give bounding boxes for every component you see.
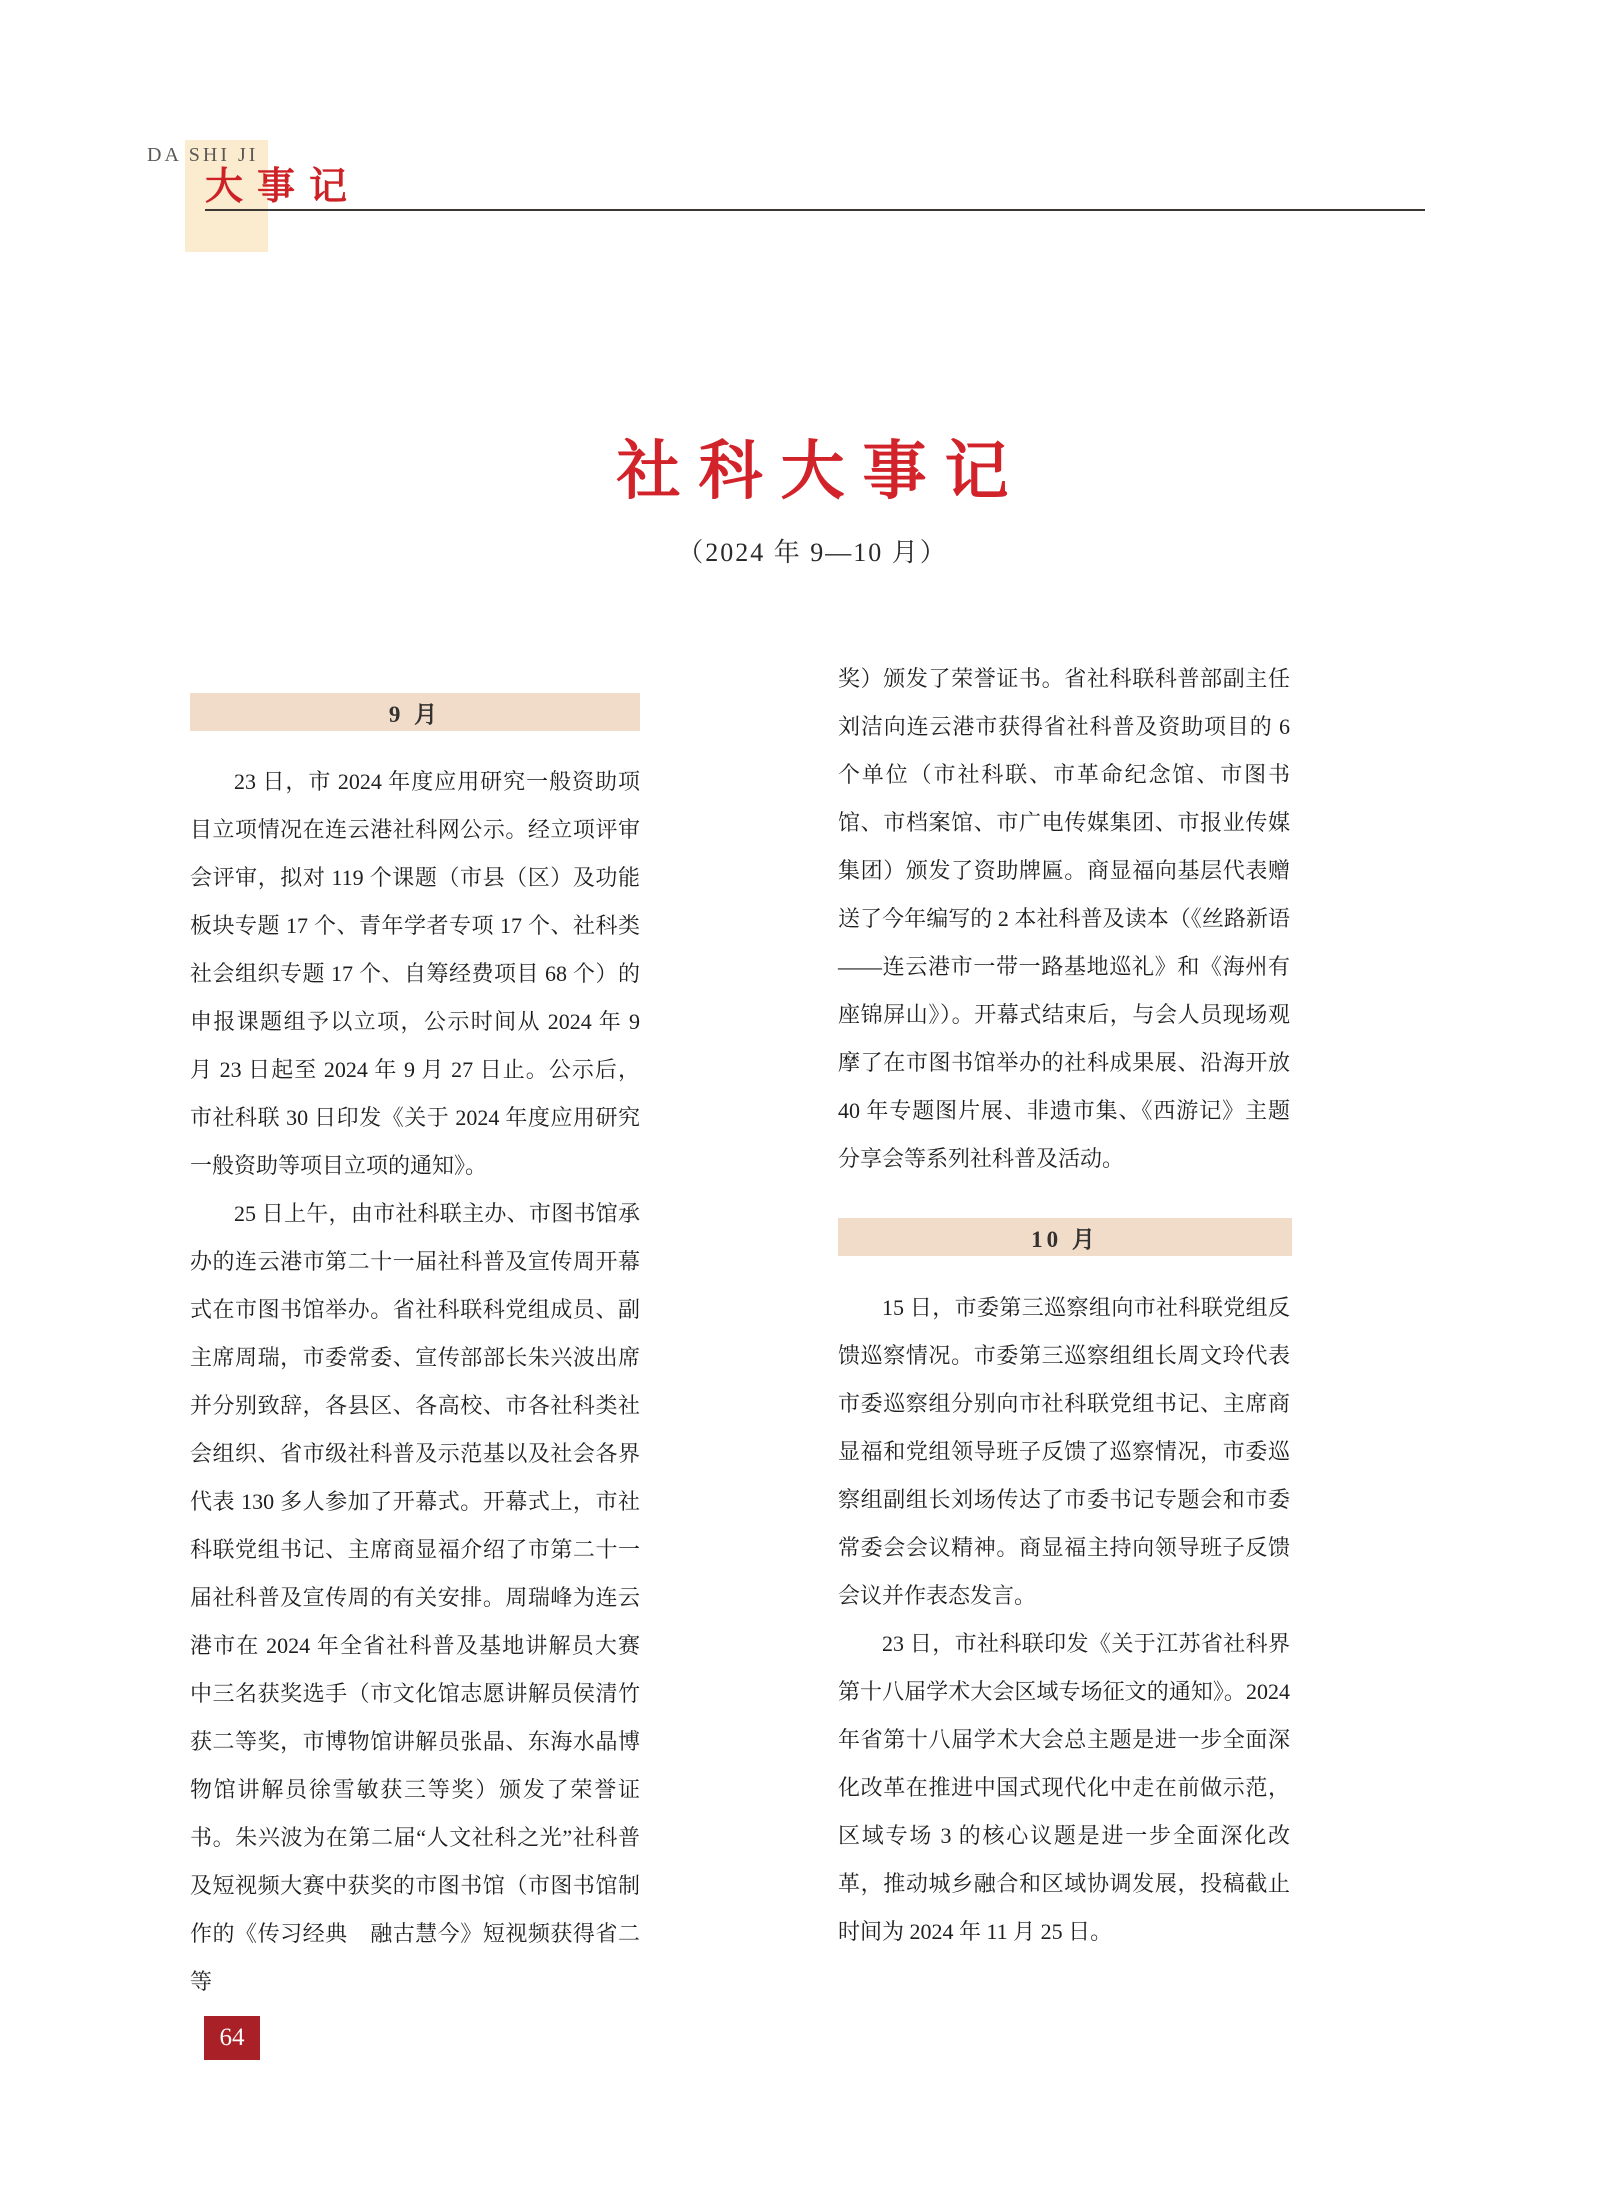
paragraph-september-2: 25 日上午，由市社科联主办、市图书馆承办的连云港市第二十一届社科普及宣传周开幕式在市图书馆举办。省社科联科党组成员、副主席周瑞，市委常委、宣传部部长朱兴波出席并分别致辞，各县区、各高校、市各社科类社会组织、省市级社科普及示范基以及社会各界代表 130 多人参加了开幕式。开幕式上，市社科联党组书记、主席商显福介绍了市第二十一届社科普及宣传周的有关安排。周瑞峰为连云港市在 2024 年全省社科普及基地讲解员大赛中三名获奖选手（市文化馆志愿讲解员侯清竹获二等奖，市博物馆讲解员张晶、东海水晶博物馆讲解员徐雪敏获三等奖）颁发了荣誉证书。朱兴波为在第二届“人文社科之光”社科普及短视频大赛中获奖的市图书馆（市图书馆制作的《传习经典 融古慧今》短视频获得省二等	[190, 1201, 640, 1994]
section-label-october: 10 月	[1031, 1226, 1099, 1252]
right-column-continuation	[838, 655, 1290, 1183]
paragraph-september-1: 23 日，市 2024 年度应用研究一般资助项目立项情况在连云港社科网公示。经立项评审会评审，拟对 119 个课题（市县（区）及功能板块专题 17 个、青年学者专项 17 个、社科类社会组织专题 17 个、自筹经费项目 68 个）的申报课题组予以立项，公示时间从 2024 年 9 月 23 日起至 2024 年 9 月 27 日止。公示后，市社科联 30 日印发《关于 2024 年度应用研究一般资助等项目立项的通知》。	[190, 769, 640, 1178]
section-band-september	[190, 693, 640, 731]
paragraph-october-1: 15 日，市委第三巡察组向市社科联党组反馈巡察情况。市委第三巡察组组长周文玲代表市委巡察组分别向市社科联党组书记、主席商显福和党组领导班子反馈了巡察情况，市委巡察组副组长刘场传达了市委书记专题会和市委常委会会议精神。商显福主持向领导班子反馈会议并作表态发言。	[838, 1295, 1290, 1608]
article-subtitle: （2024 年 9—10 月）	[677, 538, 948, 567]
page-number-badge	[204, 2016, 260, 2060]
article-title: 社科大事记	[616, 436, 1027, 507]
header-section-title: 大事记	[205, 166, 362, 208]
section-label-september: 9 月	[388, 701, 442, 727]
paragraph-september-2-continued: 奖）颁发了荣誉证书。省社科联科普部副主任刘洁向连云港市获得省社科普及资助项目的 6 个单位（市社科联、市革命纪念馆、市图书馆、市档案馆、市广电传媒集团、市报业传媒集团）颁发了资助牌匾。商显福向基层代表赠送了今年编写的 2 本社科普及读本（《丝路新语——连云港市一带一路基地巡礼》和《海州有座锦屏山》）。开幕式结束后，与会人员现场观摩了在市图书馆举办的社科成果展、沿海开放 40 年专题图片展、非遗市集、《西游记》主题分享会等系列社科普及活动。	[838, 666, 1290, 1171]
header-rule	[205, 209, 1425, 211]
right-column	[838, 1284, 1290, 1956]
header-eyebrow-pinyin: DA SHI JI	[147, 144, 259, 166]
page-number: 64	[219, 2024, 245, 2051]
paragraph-october-2: 23 日，市社科联印发《关于江苏省社科界第十八届学术大会区域专场征文的通知》。2024 年省第十八届学术大会总主题是进一步全面深化改革在推进中国式现代化中走在前做示范，区域专场 3 的核心议题是进一步全面深化改革，推动城乡融合和区域协调发展，投稿截止时间为 2024 年 11 月 25 日。	[838, 1631, 1290, 1944]
section-band-october	[838, 1218, 1292, 1256]
left-column	[190, 758, 640, 2006]
